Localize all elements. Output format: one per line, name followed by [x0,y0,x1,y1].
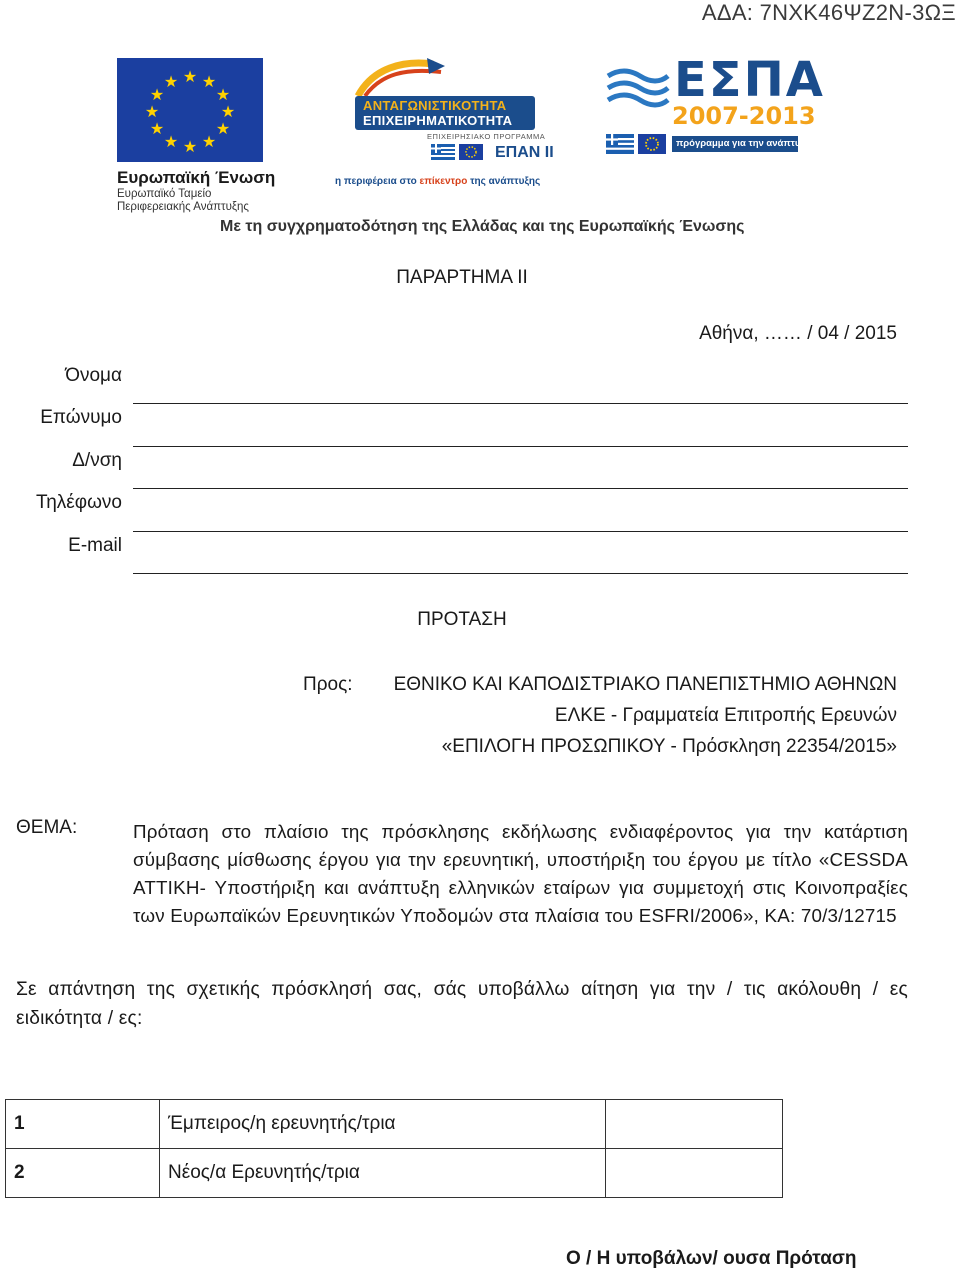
svg-text:★: ★ [201,132,217,151]
field-label-address: Δ/νση [72,450,122,471]
to-line-1: ΕΘΝΙΚΟ ΚΑΙ ΚΑΠΟΔΙΣΤΡΙΑΚΟ ΠΑΝΕΠΙΣΤΗΜΙΟ ΑΘΗΝΩΝ [393,674,897,695]
eu-logo [117,58,276,214]
field-label-email: E-mail [68,535,122,556]
fill-line-surname[interactable] [133,446,908,447]
greek-flag-icon [606,134,634,154]
subject-text: Πρόταση στο πλαίσιο της πρόσκλησης εκδήλωσης ενδιαφέροντος για την κατάρτιση σύμβασης μίσθωσης έργου για την ερευνητική, υποστήριξη του έργου με τίτλο «CESSDA ΑΤΤΙΚΗ- Υποστήριξη και ανάπτυξη ελληνικών εταίρων για συμμετοχή στις Κοινοπραξίες των Ευρωπαϊκών Ερευνητικών Υποδομών στα πλαίσια του ESFRI/2006», ΚΑ: 70/3/12715 [133,821,908,926]
to-line-3: «ΕΠΙΛΟΓΗ ΠΡΟΣΩΠΙΚΟΥ - Πρόσκληση 22354/2015» [441,736,897,757]
waves-icon [606,62,670,112]
signature-label: Ο / Η υποβάλων/ ουσα Πρόταση [566,1248,857,1269]
option-number: 1 [6,1100,160,1149]
svg-text:★: ★ [215,119,231,138]
espa-name: ΕΣΠΑ [674,52,825,108]
eu-small-flag-icon [459,144,483,160]
svg-text:★: ★ [201,72,217,91]
eu-flag-icon [117,58,263,162]
svg-text:★: ★ [220,102,236,121]
eu-fund-line2: Περιφερειακής Ανάπτυξης [117,201,249,213]
op-epan: ΕΠΑΝ ΙΙ [495,144,554,161]
table-row [6,1100,783,1149]
field-label-name: Όνομα [65,365,122,386]
to-label: Προς: [303,674,353,695]
fill-line-address[interactable] [133,488,908,489]
specialty-table [5,1099,783,1198]
field-label-phone: Τηλέφωνο [36,492,122,513]
svg-text:★: ★ [182,137,198,156]
svg-text:★: ★ [149,119,165,138]
greek-flag-icon [431,144,455,160]
cofunding-line: Με τη συγχρηματοδότηση της Ελλάδας και της Ευρωπαϊκής Ένωσης [220,218,745,235]
option-number: 2 [6,1149,160,1198]
op-title2: ΕΠΙΧΕΙΡΗΜΑΤΙΚΟΤΗΤΑ [363,113,513,128]
subject-label: ΘΕΜΑ: [16,817,78,838]
swoosh-icon [353,58,453,98]
reply-text: Σε απάντηση της σχετικής πρόσκλησή σας, σάς υποβάλλω αίτηση για την / τις ακόλουθη / ες ειδικότητα / ες: [16,979,908,1029]
svg-text:★: ★ [149,85,165,104]
svg-text:★: ★ [163,72,179,91]
op-logo [333,58,563,193]
svg-text:★: ★ [215,85,231,104]
field-label-surname: Επώνυμο [40,407,122,428]
svg-text:★: ★ [144,102,160,121]
espa-tagline: πρόγραμμα για την ανάπτυξη [676,138,811,149]
annex-title: ΠΑΡΑΡΤΗΜΑ ΙΙ [396,267,528,288]
espa-logo [606,52,825,173]
fill-line-name[interactable] [133,403,908,404]
eu-fund-line1: Ευρωπαϊκό Ταμείο [117,188,212,200]
table-row [6,1149,783,1198]
op-tagline: η περιφέρεια στο επίκεντρο της ανάπτυξης [335,176,541,187]
proposal-title: ΠΡΟΤΑΣΗ [417,609,507,630]
svg-text:★: ★ [182,67,198,86]
eu-small-flag-icon [638,134,666,154]
ada-code: ΑΔΑ: 7ΝΧΚ46ΨΖ2Ν-3ΩΞ [701,0,956,25]
fill-line-phone[interactable] [133,531,908,532]
espa-years: 2007-2013 [672,102,816,130]
option-label: Νέος/α Ερευνητής/τρια [160,1149,606,1198]
op-subtitle: ΕΠΙΧΕΙΡΗΣΙΑΚΟ ΠΡΟΓΡΑΜΜΑ [427,132,546,141]
date-line: Αθήνα, …… / 04 / 2015 [699,323,897,344]
svg-text:★: ★ [163,132,179,151]
option-label: Έμπειρος/η ερευνητής/τρια [160,1100,606,1149]
option-select-cell[interactable] [606,1149,783,1198]
op-title1: ΑΝΤΑΓΩΝΙΣΤΙΚΟΤΗΤΑ [363,98,507,113]
option-select-cell[interactable] [606,1100,783,1149]
eu-name: Ευρωπαϊκή Ένωση [117,168,276,187]
fill-line-email[interactable] [133,573,908,574]
to-line-2: ΕΛΚΕ - Γραμματεία Επιτροπής Ερευνών [554,705,897,726]
